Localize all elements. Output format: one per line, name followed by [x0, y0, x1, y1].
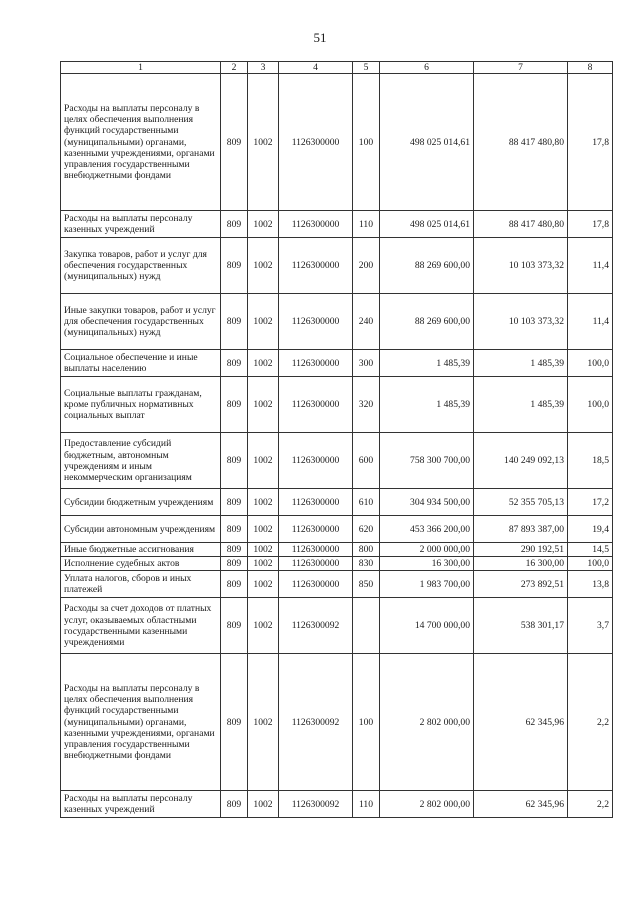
row-label: Уплата налогов, сборов и иных платежей — [61, 571, 221, 598]
planned-amount: 304 934 500,00 — [380, 489, 474, 516]
table-row — [61, 211, 613, 238]
expense-type: 620 — [353, 516, 380, 543]
expense-type: 200 — [353, 238, 380, 294]
row-label: Закупка товаров, работ и услуг для обеспечения государственных (муниципальных) нужд — [61, 238, 221, 294]
execution-percent: 100,0 — [568, 350, 613, 377]
row-label: Расходы на выплаты персоналу казенных учреждений — [61, 791, 221, 818]
expense-type: 110 — [353, 211, 380, 238]
row-label: Расходы за счет доходов от платных услуг, оказываемых областными государственными казенными учреждениями — [61, 598, 221, 654]
target-article: 1126300000 — [279, 377, 353, 433]
execution-percent: 11,4 — [568, 238, 613, 294]
column-header: 1 — [61, 62, 221, 74]
row-label: Социальное обеспечение и иные выплаты населению — [61, 350, 221, 377]
row-label: Субсидии автономным учреждениям — [61, 516, 221, 543]
target-article: 1126300000 — [279, 557, 353, 571]
planned-amount: 88 269 600,00 — [380, 238, 474, 294]
admin-code: 809 — [221, 377, 248, 433]
row-label: Расходы на выплаты персоналу в целях обеспечения выполнения функций государственными (муниципальными) органами, казенными учреждениями, органами управления государственными внебюджетными фондами — [61, 74, 221, 211]
column-header: 8 — [568, 62, 613, 74]
planned-amount: 16 300,00 — [380, 557, 474, 571]
column-header: 5 — [353, 62, 380, 74]
executed-amount: 538 301,17 — [474, 598, 568, 654]
expense-type: 100 — [353, 74, 380, 211]
expense-type: 830 — [353, 557, 380, 571]
expense-type: 110 — [353, 791, 380, 818]
executed-amount: 290 192,51 — [474, 543, 568, 557]
expense-type — [353, 598, 380, 654]
execution-percent: 100,0 — [568, 557, 613, 571]
row-label: Расходы на выплаты персоналу казенных учреждений — [61, 211, 221, 238]
target-article: 1126300000 — [279, 433, 353, 489]
admin-code: 809 — [221, 350, 248, 377]
expense-type: 300 — [353, 350, 380, 377]
table-row — [61, 294, 613, 350]
row-label: Иные закупки товаров, работ и услуг для обеспечения государственных (муниципальных) нужд — [61, 294, 221, 350]
section-code: 1002 — [248, 543, 279, 557]
column-header: 2 — [221, 62, 248, 74]
target-article: 1126300000 — [279, 294, 353, 350]
execution-percent: 17,8 — [568, 211, 613, 238]
execution-percent: 19,4 — [568, 516, 613, 543]
executed-amount: 140 249 092,13 — [474, 433, 568, 489]
target-article: 1126300000 — [279, 543, 353, 557]
table-row — [61, 571, 613, 598]
section-code: 1002 — [248, 557, 279, 571]
executed-amount: 87 893 387,00 — [474, 516, 568, 543]
expense-type: 240 — [353, 294, 380, 350]
admin-code: 809 — [221, 294, 248, 350]
planned-amount: 498 025 014,61 — [380, 74, 474, 211]
target-article: 1126300000 — [279, 489, 353, 516]
table-row — [61, 350, 613, 377]
table-row — [61, 654, 613, 791]
admin-code: 809 — [221, 654, 248, 791]
executed-amount: 1 485,39 — [474, 350, 568, 377]
admin-code: 809 — [221, 791, 248, 818]
row-label: Предоставление субсидий бюджетным, автономным учреждениям и иным некоммерческим организациям — [61, 433, 221, 489]
target-article: 1126300000 — [279, 238, 353, 294]
executed-amount: 10 103 373,32 — [474, 294, 568, 350]
admin-code: 809 — [221, 74, 248, 211]
budget-table — [60, 61, 613, 818]
planned-amount: 88 269 600,00 — [380, 294, 474, 350]
execution-percent: 2,2 — [568, 654, 613, 791]
table-row — [61, 598, 613, 654]
row-label: Субсидии бюджетным учреждениям — [61, 489, 221, 516]
table-row — [61, 377, 613, 433]
section-code: 1002 — [248, 350, 279, 377]
executed-amount: 273 892,51 — [474, 571, 568, 598]
execution-percent: 100,0 — [568, 377, 613, 433]
section-code: 1002 — [248, 74, 279, 211]
table-row — [61, 238, 613, 294]
table-row — [61, 489, 613, 516]
execution-percent: 2,2 — [568, 791, 613, 818]
target-article: 1126300000 — [279, 350, 353, 377]
execution-percent: 11,4 — [568, 294, 613, 350]
section-code: 1002 — [248, 238, 279, 294]
executed-amount: 10 103 373,32 — [474, 238, 568, 294]
table-row — [61, 516, 613, 543]
section-code: 1002 — [248, 294, 279, 350]
admin-code: 809 — [221, 211, 248, 238]
planned-amount: 2 000 000,00 — [380, 543, 474, 557]
admin-code: 809 — [221, 557, 248, 571]
target-article: 1126300000 — [279, 211, 353, 238]
execution-percent: 3,7 — [568, 598, 613, 654]
target-article: 1126300000 — [279, 516, 353, 543]
expense-type: 320 — [353, 377, 380, 433]
target-article: 1126300092 — [279, 598, 353, 654]
row-label: Иные бюджетные ассигнования — [61, 543, 221, 557]
planned-amount: 2 802 000,00 — [380, 654, 474, 791]
planned-amount: 453 366 200,00 — [380, 516, 474, 543]
execution-percent: 14,5 — [568, 543, 613, 557]
section-code: 1002 — [248, 377, 279, 433]
executed-amount: 62 345,96 — [474, 654, 568, 791]
admin-code: 809 — [221, 489, 248, 516]
table-row — [61, 433, 613, 489]
section-code: 1002 — [248, 211, 279, 238]
column-header: 6 — [380, 62, 474, 74]
row-label: Социальные выплаты гражданам, кроме публичных нормативных социальных выплат — [61, 377, 221, 433]
column-header: 3 — [248, 62, 279, 74]
planned-amount: 14 700 000,00 — [380, 598, 474, 654]
table-header-row — [61, 62, 613, 74]
table-row — [61, 543, 613, 557]
expense-type: 850 — [353, 571, 380, 598]
planned-amount: 498 025 014,61 — [380, 211, 474, 238]
target-article: 1126300000 — [279, 571, 353, 598]
planned-amount: 2 802 000,00 — [380, 791, 474, 818]
execution-percent: 17,8 — [568, 74, 613, 211]
executed-amount: 62 345,96 — [474, 791, 568, 818]
table-row — [61, 557, 613, 571]
column-header: 7 — [474, 62, 568, 74]
section-code: 1002 — [248, 654, 279, 791]
target-article: 1126300092 — [279, 654, 353, 791]
executed-amount: 1 485,39 — [474, 377, 568, 433]
execution-percent: 13,8 — [568, 571, 613, 598]
planned-amount: 1 485,39 — [380, 377, 474, 433]
expense-type: 610 — [353, 489, 380, 516]
admin-code: 809 — [221, 433, 248, 489]
table-row — [61, 74, 613, 211]
admin-code: 809 — [221, 238, 248, 294]
section-code: 1002 — [248, 791, 279, 818]
executed-amount: 52 355 705,13 — [474, 489, 568, 516]
section-code: 1002 — [248, 516, 279, 543]
execution-percent: 17,2 — [568, 489, 613, 516]
admin-code: 809 — [221, 571, 248, 598]
row-label: Исполнение судебных актов — [61, 557, 221, 571]
target-article: 1126300092 — [279, 791, 353, 818]
planned-amount: 758 300 700,00 — [380, 433, 474, 489]
admin-code: 809 — [221, 543, 248, 557]
expense-type: 600 — [353, 433, 380, 489]
section-code: 1002 — [248, 489, 279, 516]
expense-type: 100 — [353, 654, 380, 791]
expense-type: 800 — [353, 543, 380, 557]
planned-amount: 1 485,39 — [380, 350, 474, 377]
executed-amount: 88 417 480,80 — [474, 74, 568, 211]
page-number: 51 — [313, 30, 327, 45]
admin-code: 809 — [221, 516, 248, 543]
section-code: 1002 — [248, 433, 279, 489]
table-row — [61, 791, 613, 818]
target-article: 1126300000 — [279, 74, 353, 211]
planned-amount: 1 983 700,00 — [380, 571, 474, 598]
executed-amount: 88 417 480,80 — [474, 211, 568, 238]
section-code: 1002 — [248, 571, 279, 598]
section-code: 1002 — [248, 598, 279, 654]
execution-percent: 18,5 — [568, 433, 613, 489]
admin-code: 809 — [221, 598, 248, 654]
executed-amount: 16 300,00 — [474, 557, 568, 571]
column-header: 4 — [279, 62, 353, 74]
row-label: Расходы на выплаты персоналу в целях обеспечения выполнения функций государственными (муниципальными) органами, казенными учреждениями, органами управления государственными внебюджетными фондами — [61, 654, 221, 791]
